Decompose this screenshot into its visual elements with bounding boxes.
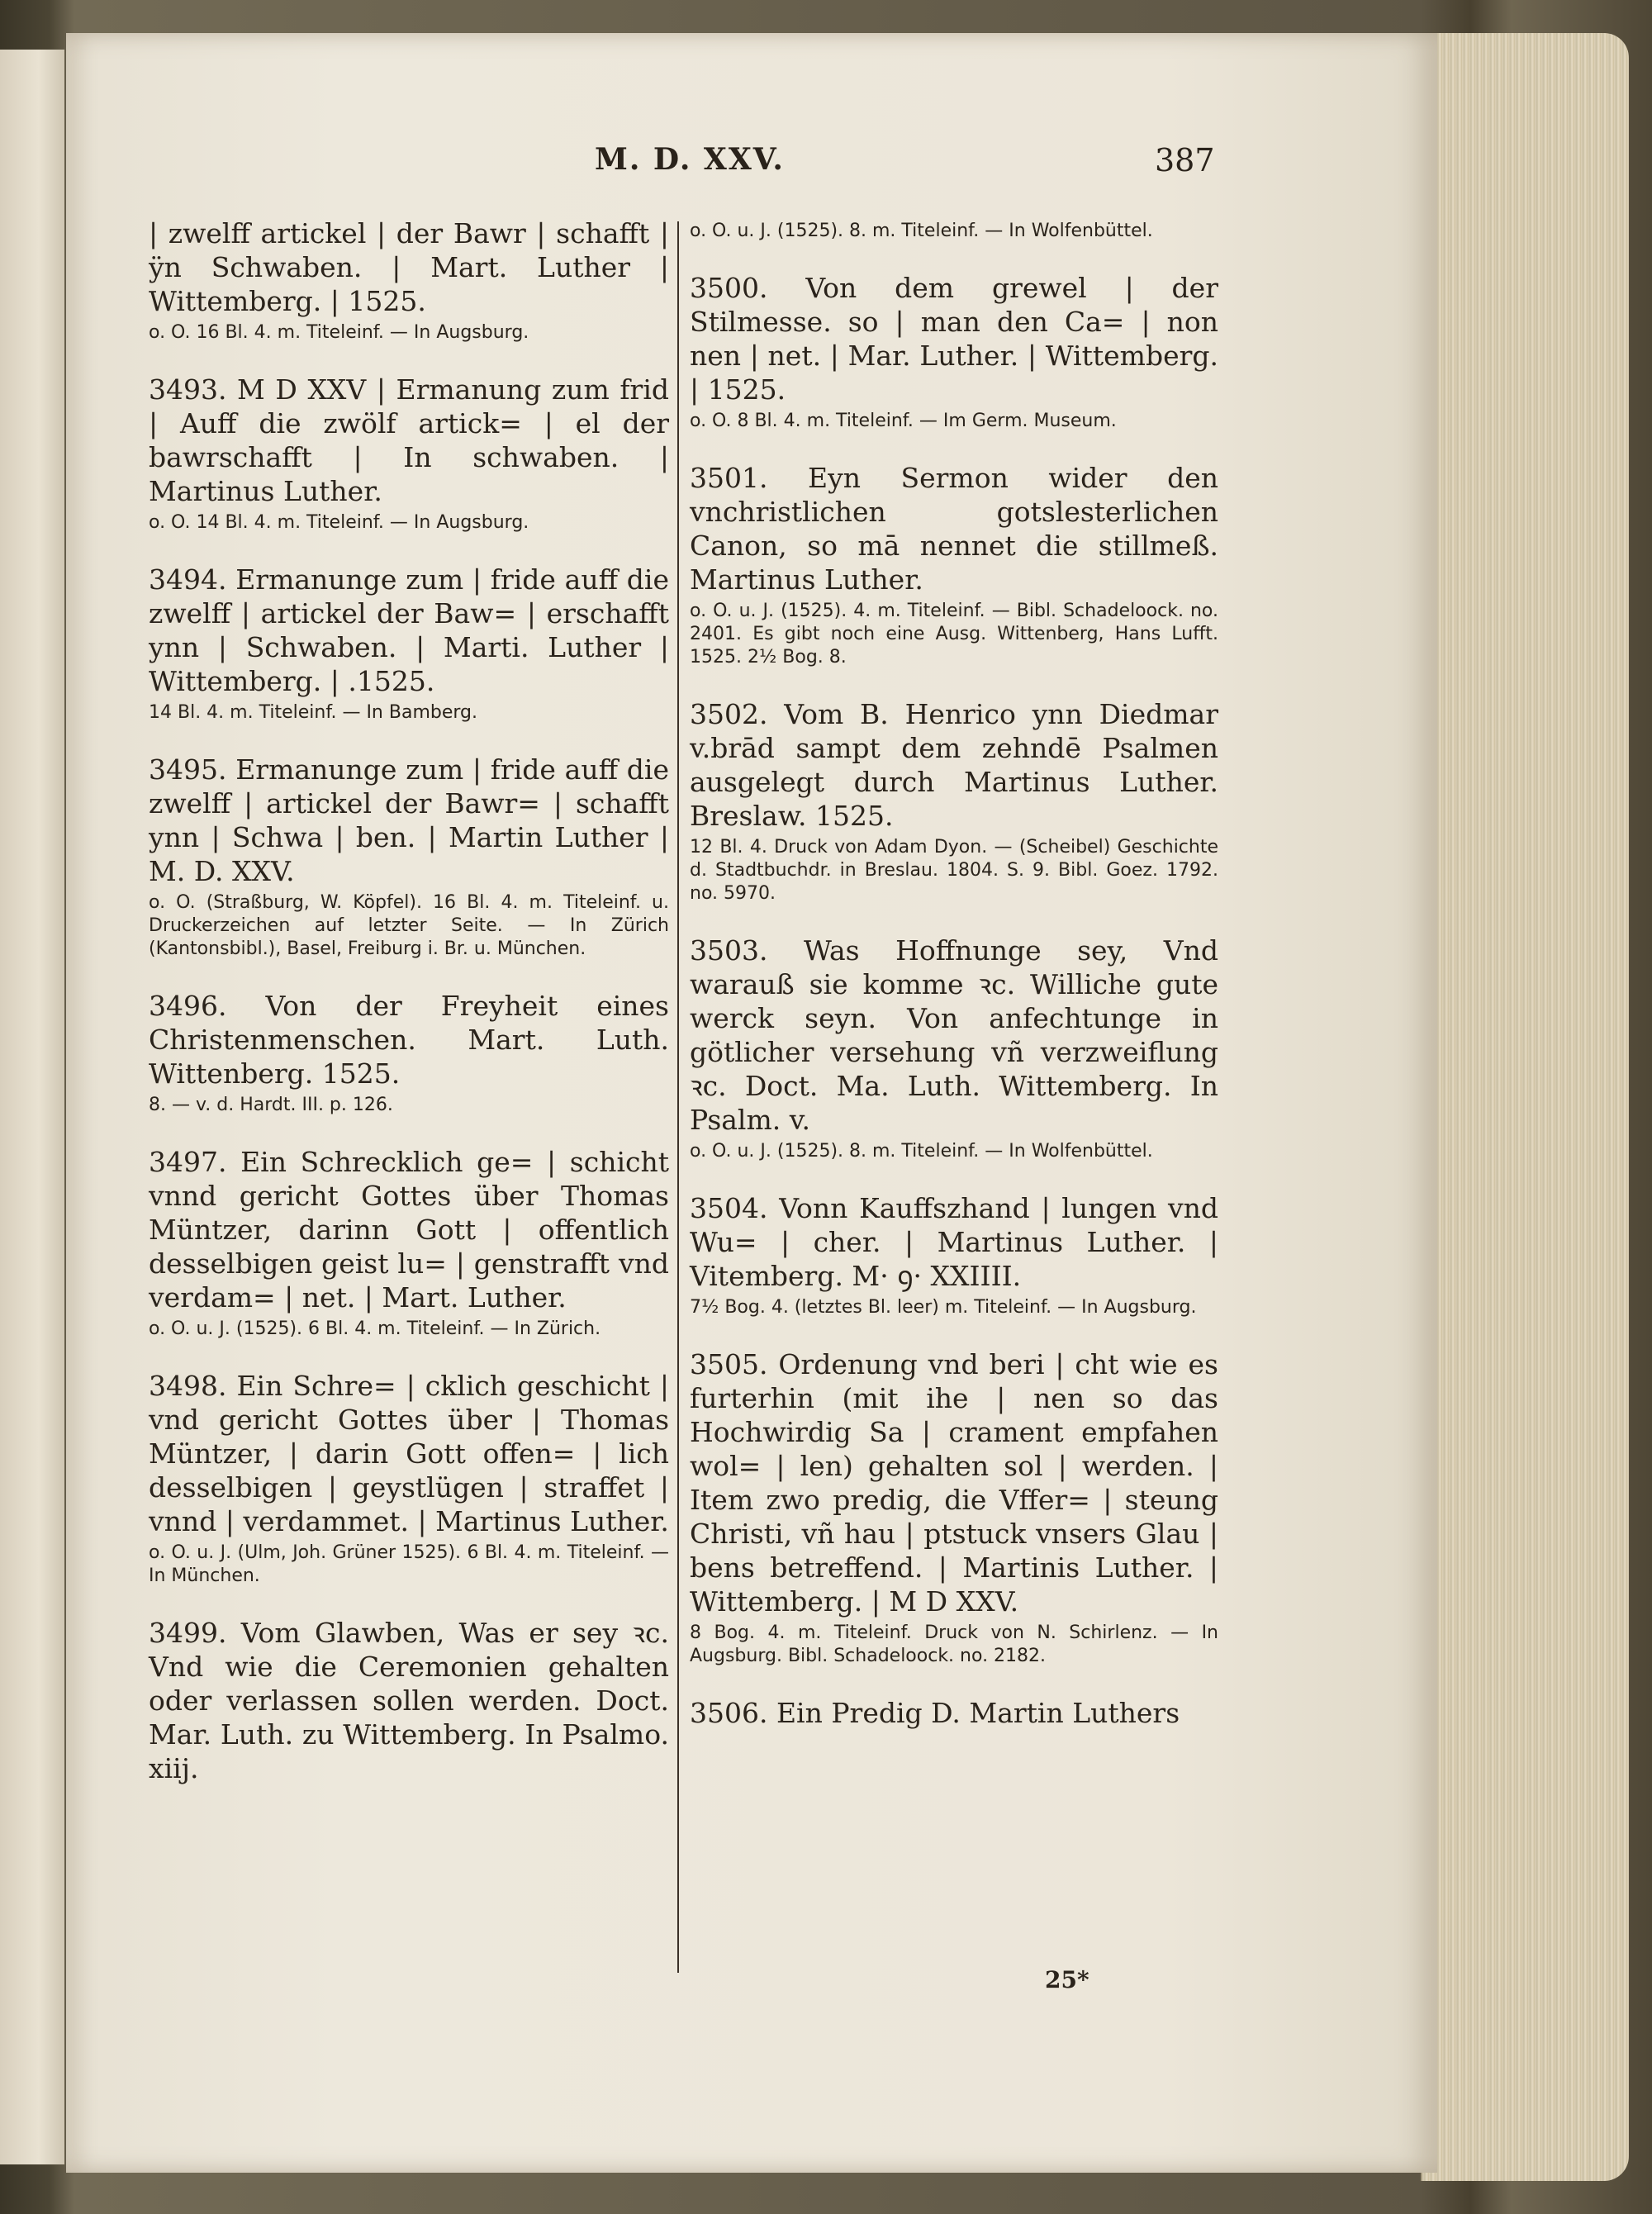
entry-title: | zwelff artickel | der Bawr | schafft | ÿn Schwaben. | Mart. Luther | Wittemberg. | 1525. xyxy=(149,217,669,317)
entry-note: o. O. u. J. (Ulm, Joh. Grüner 1525). 6 Bl. 4. m. Titeleinf. — In München. xyxy=(149,1542,669,1586)
running-head: M. D. XXV. xyxy=(595,142,785,177)
page-number: 387 xyxy=(1155,142,1215,178)
catchline-entry-3506: 3506. Ein Predig D. Martin Luthers xyxy=(690,1697,1180,1729)
entry-3502 xyxy=(690,697,1218,905)
left-column xyxy=(149,216,669,1813)
entry-title: 3493. M D XXV | Ermanung zum frid | Auff die zwölf artick= | el der bawrschafft | In schwaben. | Martinus Luther. xyxy=(149,373,669,507)
entry-3497 xyxy=(149,1145,669,1341)
entry-title: 3501. Eyn Sermon wider den vnchristlichen gotslesterlichen Canon, so mā nennet die stillmeß. Martinus Luther. xyxy=(690,462,1218,596)
page-stack-edges xyxy=(1421,33,1629,2181)
signature-mark: 25* xyxy=(1045,1966,1089,1993)
entry-3495 xyxy=(149,753,669,961)
page-header xyxy=(0,142,1652,192)
entry-3505 xyxy=(690,1347,1218,1668)
entry-3503 xyxy=(690,934,1218,1163)
entry-3499-continuation xyxy=(690,220,1218,243)
entry-note: 14 Bl. 4. m. Titeleinf. — In Bamberg. xyxy=(149,702,477,723)
entry-3504 xyxy=(690,1191,1218,1319)
entry-note: o. O. 14 Bl. 4. m. Titeleinf. — In Augsburg. xyxy=(149,512,529,533)
entry-title: 3504. Vonn Kauffszhand | lungen vnd Wu= | cher. | Martinus Luther. | Vitemberg. M· ꝯ· XXIIII. xyxy=(690,1192,1218,1292)
column-divider xyxy=(677,221,679,1973)
entry-title: 3498. Ein Schre= | cklich geschicht | vnd gericht Gottes über | Thomas Müntzer, | darin Gott offen= | lich desselbigen | geystlügen | straffet | vnnd | verdammet. | Martinus Luther. xyxy=(149,1370,669,1537)
entry-note: o. O. u. J. (1525). 8. m. Titeleinf. — In Wolfenbüttel. xyxy=(690,221,1153,241)
entry-3498 xyxy=(149,1369,669,1588)
entry-3494 xyxy=(149,563,669,725)
entry-note: 8. — v. d. Hardt. III. p. 126. xyxy=(149,1095,393,1115)
entry-title: 3502. Vom B. Henrico ynn Diedmar v.brād sampt dem zehndē Psalmen ausgelegt durch Martinus Luther. Breslaw. 1525. xyxy=(690,698,1218,832)
entry-note: o. O. 16 Bl. 4. m. Titeleinf. — In Augsburg. xyxy=(149,322,529,343)
entry-title: 3500. Von dem grewel | der Stilmesse. so | man den Ca= | non nen | net. | Mar. Luther. | Wittemberg. | 1525. xyxy=(690,272,1218,406)
entry-3501 xyxy=(690,461,1218,669)
entry-title: 3503. Was Hoffnunge sey, Vnd warauß sie komme ꝛc. Williche gute werck seyn. Von anfechtunge in götlicher versehung vñ verzweiflung ꝛc. Doct. Ma. Luth. Wittemberg. In Psalm. v. xyxy=(690,934,1218,1136)
entry-note: 12 Bl. 4. Druck von Adam Dyon. — (Scheibel) Geschichte d. Stadtbuchdr. in Breslau. 1804. S. 9. Bibl. Goez. 1792. no. 5970. xyxy=(690,837,1218,904)
entry-title: 3495. Ermanunge zum | fride auff die zwelff | artickel der Bawr= | schafft ynn | Schwa | ben. | Martin Luther | M. D. XXV. xyxy=(149,753,669,887)
entry-note: o. O. u. J. (1525). 8. m. Titeleinf. — In Wolfenbüttel. xyxy=(690,1141,1153,1162)
entry-note: 7½ Bog. 4. (letztes Bl. leer) m. Titeleinf. — In Augsburg. xyxy=(690,1297,1197,1318)
entry-note: o. O. u. J. (1525). 4. m. Titeleinf. — Bibl. Schadeloock. no. 2401. Es gibt noch eine Ausg. Wittenberg, Hans Lufft. 1525. 2½ Bog. 8. xyxy=(690,601,1218,668)
entry-title: 3494. Ermanunge zum | fride auff die zwelff | artickel der Baw= | erschafft ynn | Schwaben. | Marti. Luther | Wittemberg. | .1525. xyxy=(149,563,669,697)
entry-3499 xyxy=(149,1616,669,1785)
entry-note: o. O. 8 Bl. 4. m. Titeleinf. — Im Germ. Museum. xyxy=(690,411,1117,431)
right-column xyxy=(690,216,1218,1730)
entry-title: 3505. Ordenung vnd beri | cht wie es furterhin (mit ihe | nen so das Hochwirdig Sa | crament empfahen wol= | len) gehalten sol | werden. | Item zwo predig, die Vffer= | steung Christi, vñ hau | ptstuck vnsers Glau | bens betreffend. | Martinis Luther. | Wittemberg. | M D XXV. xyxy=(690,1348,1218,1618)
entry-3493 xyxy=(149,373,669,534)
entry-title: 3496. Von der Freyheit eines Christenmenschen. Mart. Luth. Wittenberg. 1525. xyxy=(149,990,669,1090)
entry-3496 xyxy=(149,989,669,1117)
entry-continuation-3492 xyxy=(149,216,669,344)
entry-note: o. O. (Straßburg, W. Köpfel). 16 Bl. 4. m. Titeleinf. u. Druckerzeichen auf letzter Seite. — In Zürich (Kantonsbibl.), Basel, Freiburg i. Br. u. München. xyxy=(149,892,669,959)
previous-page-edge xyxy=(0,50,64,2164)
entry-3500 xyxy=(690,271,1218,433)
entry-note: 8 Bog. 4. m. Titeleinf. Druck von N. Schirlenz. — In Augsburg. Bibl. Schadeloock. no. 2182. xyxy=(690,1622,1218,1666)
entry-title: 3497. Ein Schrecklich ge= | schicht vnnd gericht Gottes über Thomas Müntzer, darinn Gott | offentlich desselbigen geist lu= | genstrafft vnd verdam= | net. | Mart. Luther. xyxy=(149,1146,669,1314)
entry-note: o. O. u. J. (1525). 6 Bl. 4. m. Titeleinf. — In Zürich. xyxy=(149,1318,601,1339)
entry-title: 3499. Vom Glawben, Was er sey ꝛc. Vnd wie die Ceremonien gehalten oder verlassen sollen werden. Doct. Mar. Luth. zu Wittemberg. In Psalmo. xiij. xyxy=(149,1617,669,1784)
